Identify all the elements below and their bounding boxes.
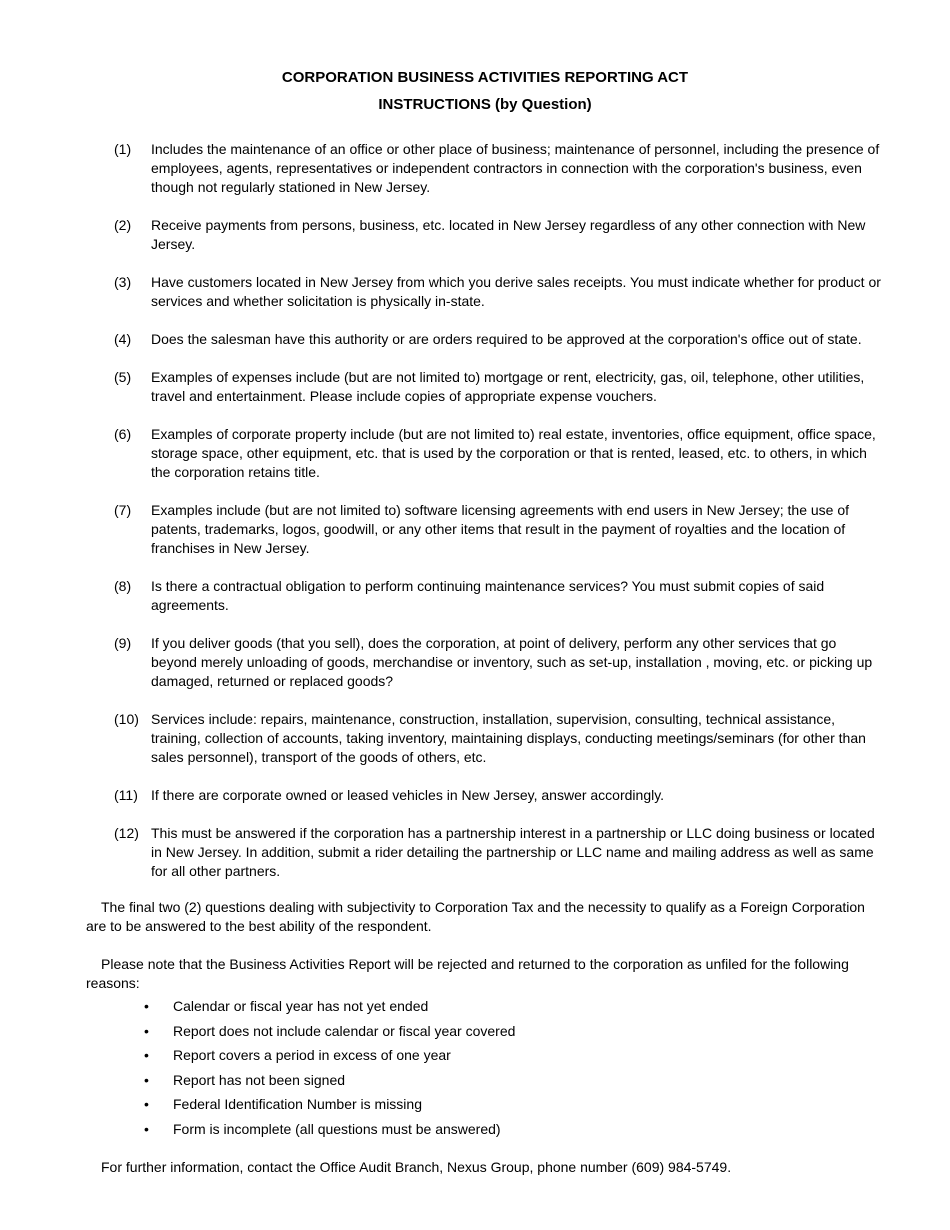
bullet-icon: • [144, 1071, 149, 1088]
list-item [0, 1046, 950, 1071]
question-number: (1) [114, 141, 132, 157]
question-item-10 [0, 710, 950, 767]
question-text: Examples include (but are not limited to) software licensing agreements with end users in New Jersey; the use of patents, trademarks, logos, goodwill, or any other items that result in the payment of royalties and the location of franchises in New Jersey. [151, 502, 850, 556]
question-number: (4) [114, 331, 132, 347]
list-item [0, 1095, 950, 1120]
reason-text: Report does not include calendar or fiscal year covered [173, 1022, 516, 1039]
question-item-5 [0, 368, 950, 406]
question-text: Is there a contractual obligation to perform continuing maintenance services? You must submit copies of said agreements. [151, 578, 825, 613]
final-questions-paragraph: The final two (2) questions dealing with subjectivity to Corporation Tax and the necessity to qualify as a Foreign Corporation are to be answered to the best ability of the respondent. [86, 899, 865, 934]
question-text: Have customers located in New Jersey from which you derive sales receipts. You must indicate whether for product or services and whether solicitation is physically in-state. [151, 274, 881, 309]
question-number: (3) [114, 274, 132, 290]
reason-text: Form is incomplete (all questions must be answered) [173, 1120, 501, 1137]
question-item-7 [0, 501, 950, 558]
questions-list [0, 140, 950, 900]
bullet-icon: • [144, 998, 149, 1014]
question-number: (12) [114, 825, 139, 841]
question-item-6 [0, 425, 950, 482]
question-item-12 [0, 824, 950, 881]
list-item [0, 1071, 950, 1096]
bullet-icon: • [144, 1096, 149, 1112]
question-text: Includes the maintenance of an office or other place of business; maintenance of personnel, including the presence of employees, agents, representatives or independent contractors in connection with the corporation's business, even though not regularly stationed in New Jersey. [151, 141, 880, 195]
list-item [0, 1022, 950, 1047]
question-item-11 [0, 786, 950, 805]
question-item-4 [0, 330, 950, 349]
rejection-reasons-list [0, 997, 950, 1144]
question-item-8 [0, 577, 950, 615]
bullet-icon: • [144, 1047, 149, 1063]
question-item-9 [0, 634, 950, 691]
list-item [0, 997, 950, 1022]
question-number: (9) [114, 635, 132, 651]
reason-text: Federal Identification Number is missing [173, 1096, 422, 1112]
document-title: CORPORATION BUSINESS ACTIVITIES REPORTING ACT [281, 69, 689, 86]
question-text: This must be answered if the corporation has a partnership interest in a partnership or LLC doing business or located in New Jersey. In addition, submit a rider detailing the partnership or LLC name and mailing address as well as same for all other partners. [151, 825, 875, 879]
question-number: (8) [114, 578, 132, 594]
question-number: (6) [114, 426, 132, 442]
question-item-2 [0, 216, 950, 254]
question-number: (5) [114, 369, 132, 385]
reason-text: Report has not been signed [173, 1071, 346, 1088]
question-text: Does the salesman have this authority or are orders required to be approved at the corporation's office out of state. [151, 331, 862, 347]
document-subtitle: INSTRUCTIONS (by Question) [378, 96, 592, 113]
question-text: If you deliver goods (that you sell), does the corporation, at point of delivery, perform any other services that go beyond merely unloading of goods, merchandise or inventory, such as set-up, installation , moving, etc. or picking up damaged, returned or replaced goods? [151, 635, 873, 689]
question-number: (11) [114, 787, 138, 803]
question-text: Receive payments from persons, business, etc. located in New Jersey regardless of any other connection with New Jersey. [151, 217, 866, 252]
question-text: Services include: repairs, maintenance, construction, installation, supervision, consulting, technical assistance, training, collection of accounts, taking inventory, maintaining displays, conducting meetings/seminars (for other than sales personnel), transport of the goods of others, etc. [151, 711, 866, 765]
question-number: (2) [114, 217, 132, 233]
question-number: (10) [114, 711, 139, 727]
reason-text: Report covers a period in excess of one year [173, 1047, 451, 1063]
question-item-3 [0, 273, 950, 311]
question-text: Examples of corporate property include (but are not limited to) real estate, inventories, office equipment, office space, storage space, other equipment, etc. that is used by the corporation or that is rented, leased, etc. to others, in which the corporation retains title. [151, 426, 876, 480]
reason-text: Calendar or fiscal year has not yet ended [173, 998, 429, 1014]
bullet-icon: • [144, 1022, 149, 1039]
question-item-1 [0, 140, 950, 197]
question-number: (7) [114, 502, 132, 518]
list-item [0, 1120, 950, 1145]
question-text: Examples of expenses include (but are not limited to) mortgage or rent, electricity, gas, oil, telephone, other utilities, travel and entertainment. Please include copies of appropriate expense vouchers. [151, 369, 865, 404]
question-text: If there are corporate owned or leased vehicles in New Jersey, answer accordingly. [151, 787, 665, 803]
contact-paragraph: For further information, contact the Office Audit Branch, Nexus Group, phone number (609) 984-5749. [101, 1159, 732, 1175]
bullet-icon: • [144, 1120, 149, 1137]
rejection-note-paragraph: Please note that the Business Activities Report will be rejected and returned to the corporation as unfiled for the following reasons: [86, 956, 849, 991]
